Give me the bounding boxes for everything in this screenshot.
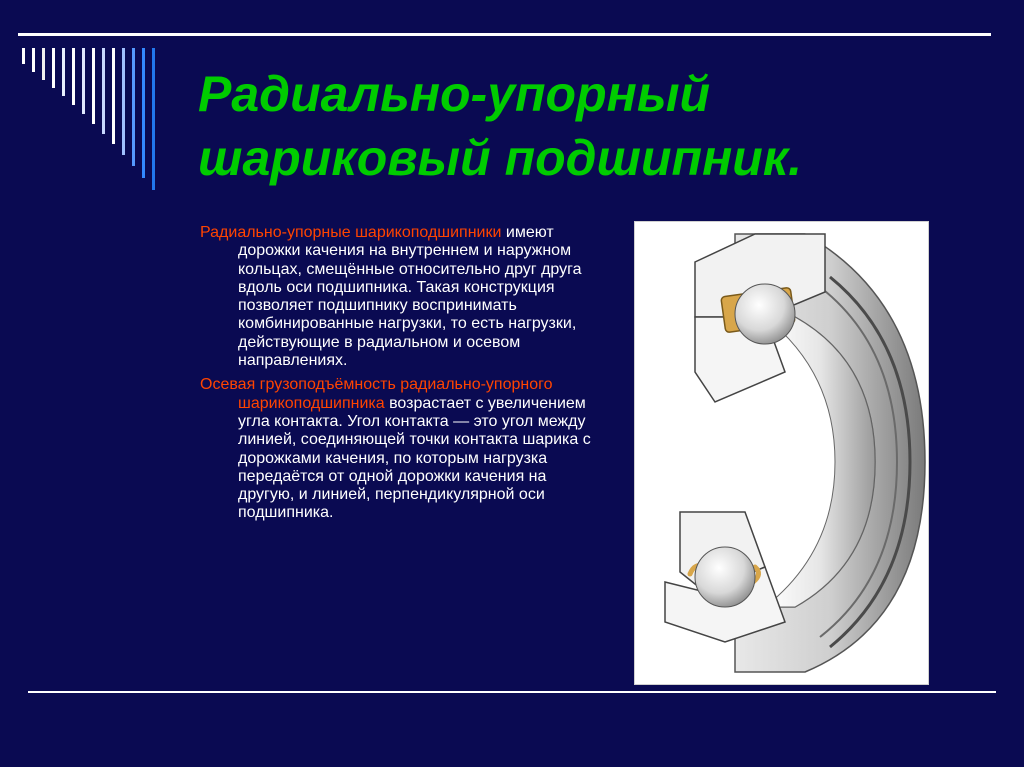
bearing-illustration bbox=[634, 221, 929, 685]
title-line-2: шариковый подшипник. bbox=[198, 130, 803, 186]
paragraph-1-highlight: Радиально-упорные шарикоподшипники bbox=[200, 224, 502, 241]
slide-body bbox=[200, 224, 600, 529]
paragraph-1-text: имеют дорожки качения на внутреннем и наружном кольцах, смещённые относительно друг друга вдоль оси подшипника. Такая конструкция позволяет подшипнику воспринимать комбинированные нагрузки, то есть нагрузки, действующие в радиальном и осевом направлениях. bbox=[238, 224, 582, 370]
decorative-stripes bbox=[0, 0, 170, 210]
paragraph-2-text: возрастает с увеличением угла контакта. Угол контакта — это угол между линией, соединяющей точки контакта шарика с дорожками качения, по которым нагрузка передаётся от одной дорожки качения на другую, и линией, перпендикулярной оси подшипника. bbox=[238, 394, 591, 522]
paragraph-2 bbox=[200, 376, 600, 522]
paragraph-1 bbox=[200, 224, 600, 370]
title-line-1: Радиально-упорный bbox=[198, 66, 711, 122]
bottom-divider-line bbox=[28, 691, 996, 693]
slide-title bbox=[198, 62, 958, 190]
bearing-cutaway-drawing bbox=[635, 222, 928, 684]
paragraph-2-highlight: Осевая грузоподъёмность радиально-упорного шарикоподшипника bbox=[200, 376, 553, 412]
